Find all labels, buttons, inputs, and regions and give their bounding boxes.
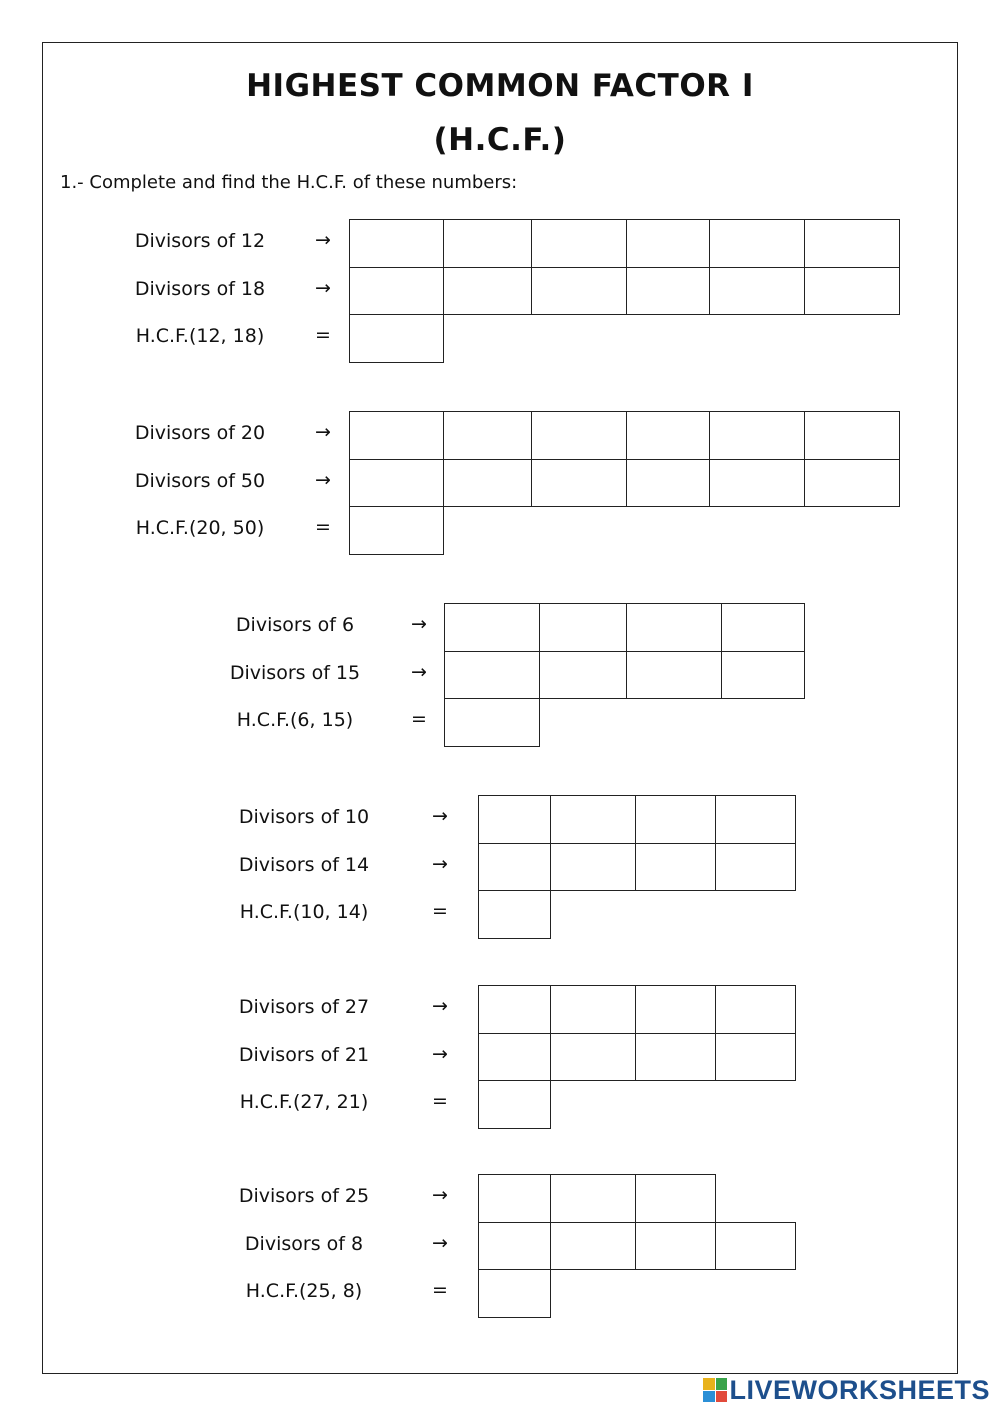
divisor-answer-box[interactable]: [478, 985, 551, 1034]
right-arrow-icon: →: [411, 613, 427, 635]
right-arrow-icon: →: [432, 805, 448, 827]
answer-input[interactable]: [479, 796, 550, 843]
right-arrow-icon: →: [315, 229, 331, 251]
divisors-label: Divisors of 50: [134, 469, 266, 492]
hcf-label: H.C.F.(20, 50): [135, 517, 265, 539]
answer-input[interactable]: [350, 268, 443, 315]
answer-input[interactable]: [551, 1034, 635, 1081]
divisor-answer-box[interactable]: [804, 459, 900, 508]
divisor-answer-box[interactable]: [349, 219, 444, 268]
divisor-answer-box[interactable]: [531, 219, 627, 268]
divisor-answer-box[interactable]: [709, 219, 805, 268]
divisor-answer-box[interactable]: [635, 1033, 716, 1082]
divisor-answer-box[interactable]: [709, 459, 805, 508]
divisor-answer-box[interactable]: [444, 651, 540, 700]
divisor-answer-box[interactable]: [804, 267, 900, 316]
answer-input[interactable]: [636, 796, 715, 843]
answer-input[interactable]: [805, 460, 899, 507]
answer-input[interactable]: [636, 1175, 715, 1222]
divisor-answer-box[interactable]: [626, 219, 710, 268]
equals-sign: =: [432, 1090, 448, 1112]
hcf-answer-box[interactable]: [478, 1080, 551, 1129]
divisor-answer-box[interactable]: [635, 843, 716, 892]
divisor-answer-box[interactable]: [478, 795, 551, 844]
answer-input[interactable]: [479, 1175, 550, 1222]
answer-input[interactable]: [716, 986, 795, 1033]
divisors-label: Divisors of 6: [235, 614, 355, 636]
answer-input[interactable]: [716, 1034, 795, 1081]
answer-input[interactable]: [627, 220, 709, 267]
footer-logo: [703, 1375, 990, 1405]
divisor-answer-box[interactable]: [349, 267, 444, 316]
divisor-answer-box[interactable]: [550, 795, 636, 844]
divisor-answer-box[interactable]: [550, 1033, 636, 1082]
divisor-answer-box[interactable]: [635, 1222, 716, 1271]
divisors-label: Divisors of 10: [238, 806, 370, 828]
divisor-answer-box[interactable]: [443, 219, 532, 268]
answer-input[interactable]: [350, 507, 443, 554]
answer-input[interactable]: [636, 986, 715, 1033]
answer-input[interactable]: [445, 652, 539, 699]
divisor-answer-box[interactable]: [715, 985, 796, 1034]
instruction-text: 1.- Complete and find the H.C.F. of these numbers:: [60, 172, 518, 193]
divisor-answer-box[interactable]: [626, 411, 710, 460]
hcf-answer-box[interactable]: [478, 890, 551, 939]
answer-input[interactable]: [479, 891, 550, 938]
answer-input[interactable]: [551, 1223, 635, 1270]
divisor-answer-box[interactable]: [626, 267, 710, 316]
hcf-answer-box[interactable]: [349, 506, 444, 555]
answer-input[interactable]: [710, 268, 804, 315]
answer-input[interactable]: [532, 220, 626, 267]
divisor-answer-box[interactable]: [715, 843, 796, 892]
answer-input[interactable]: [444, 268, 531, 315]
hcf-label: H.C.F.(12, 18): [135, 325, 265, 347]
divisor-answer-box[interactable]: [478, 1033, 551, 1082]
divisor-answer-box[interactable]: [478, 1174, 551, 1223]
answer-input[interactable]: [350, 460, 443, 507]
answer-input[interactable]: [551, 1175, 635, 1222]
right-arrow-icon: →: [432, 1042, 448, 1065]
divisor-answer-box[interactable]: [626, 603, 722, 652]
answer-input[interactable]: [532, 268, 626, 315]
answer-input[interactable]: [479, 1223, 550, 1270]
answer-input[interactable]: [551, 844, 635, 891]
divisor-answer-box[interactable]: [550, 843, 636, 892]
divisor-answer-box[interactable]: [721, 651, 805, 700]
divisors-label: Divisors of 25: [238, 1185, 370, 1207]
right-arrow-icon: →: [411, 660, 427, 683]
answer-input[interactable]: [636, 844, 715, 891]
answer-input[interactable]: [444, 220, 531, 267]
divisor-answer-box[interactable]: [715, 795, 796, 844]
divisor-answer-box[interactable]: [709, 267, 805, 316]
divisor-answer-box[interactable]: [539, 651, 627, 700]
answer-input[interactable]: [716, 1223, 795, 1270]
divisors-label: Divisors of 15: [229, 661, 361, 684]
answer-input[interactable]: [350, 412, 443, 459]
answer-input[interactable]: [627, 412, 709, 459]
divisor-answer-box[interactable]: [478, 843, 551, 892]
answer-input[interactable]: [722, 604, 804, 651]
right-arrow-icon: →: [432, 1184, 448, 1206]
answer-input[interactable]: [444, 412, 531, 459]
equals-sign: =: [411, 708, 427, 730]
divisors-label: Divisors of 18: [134, 277, 266, 300]
answer-input[interactable]: [710, 460, 804, 507]
answer-input[interactable]: [716, 796, 795, 843]
answer-input[interactable]: [627, 604, 721, 651]
divisor-answer-box[interactable]: [715, 1033, 796, 1082]
divisor-answer-box[interactable]: [550, 985, 636, 1034]
equals-sign: =: [432, 900, 448, 922]
answer-input[interactable]: [551, 986, 635, 1033]
answer-input[interactable]: [716, 844, 795, 891]
equals-sign: =: [432, 1279, 448, 1301]
hcf-label: H.C.F.(25, 8): [245, 1280, 363, 1302]
answer-input[interactable]: [479, 844, 550, 891]
divisors-label: Divisors of 12: [134, 230, 266, 252]
hcf-label: H.C.F.(6, 15): [236, 709, 354, 731]
brand-name: LIVEWORKSHEETS: [729, 1374, 990, 1405]
answer-input[interactable]: [636, 1223, 715, 1270]
answer-input[interactable]: [551, 796, 635, 843]
page-subtitle: (H.C.F.): [433, 122, 567, 158]
answer-input[interactable]: [805, 268, 899, 315]
right-arrow-icon: →: [432, 1231, 448, 1254]
divisor-answer-box[interactable]: [349, 411, 444, 460]
equals-sign: =: [315, 324, 331, 346]
answer-input[interactable]: [532, 412, 626, 459]
answer-input[interactable]: [805, 412, 899, 459]
answer-input[interactable]: [479, 1270, 550, 1317]
divisor-answer-box[interactable]: [349, 459, 444, 508]
answer-input[interactable]: [350, 315, 443, 362]
answer-input[interactable]: [444, 460, 531, 507]
divisor-answer-box[interactable]: [443, 267, 532, 316]
page-title: HIGHEST COMMON FACTOR I: [246, 68, 754, 104]
hcf-label: H.C.F.(10, 14): [239, 901, 369, 923]
hcf-answer-box[interactable]: [349, 314, 444, 363]
answer-input[interactable]: [805, 220, 899, 267]
hcf-label: H.C.F.(27, 21): [239, 1091, 369, 1113]
liveworksheets-logo-icon: [703, 1378, 727, 1402]
divisor-answer-box[interactable]: [531, 411, 627, 460]
divisors-label: Divisors of 20: [134, 422, 266, 444]
divisor-answer-box[interactable]: [478, 1222, 551, 1271]
answer-input[interactable]: [636, 1034, 715, 1081]
answer-input[interactable]: [540, 652, 626, 699]
hcf-answer-box[interactable]: [478, 1269, 551, 1318]
answer-input[interactable]: [532, 460, 626, 507]
answer-input[interactable]: [710, 220, 804, 267]
divisor-answer-box[interactable]: [531, 267, 627, 316]
answer-input[interactable]: [479, 1081, 550, 1128]
divisor-answer-box[interactable]: [709, 411, 805, 460]
equals-sign: =: [315, 516, 331, 538]
divisor-answer-box[interactable]: [444, 603, 540, 652]
right-arrow-icon: →: [432, 995, 448, 1017]
divisor-answer-box[interactable]: [443, 459, 532, 508]
answer-input[interactable]: [710, 412, 804, 459]
divisor-answer-box[interactable]: [635, 1174, 716, 1223]
divisor-answer-box[interactable]: [539, 603, 627, 652]
divisor-answer-box[interactable]: [550, 1174, 636, 1223]
divisor-answer-box[interactable]: [550, 1222, 636, 1271]
right-arrow-icon: →: [432, 852, 448, 875]
divisors-label: Divisors of 14: [238, 853, 370, 876]
divisors-label: Divisors of 8: [244, 1232, 364, 1255]
divisors-label: Divisors of 21: [238, 1043, 370, 1066]
divisor-answer-box[interactable]: [635, 795, 716, 844]
answer-input[interactable]: [722, 652, 804, 699]
divisor-answer-box[interactable]: [721, 603, 805, 652]
divisor-answer-box[interactable]: [443, 411, 532, 460]
right-arrow-icon: →: [315, 421, 331, 443]
hcf-answer-box[interactable]: [444, 698, 540, 747]
answer-input[interactable]: [479, 986, 550, 1033]
answer-input[interactable]: [540, 604, 626, 651]
answer-input[interactable]: [445, 699, 539, 746]
answer-input[interactable]: [445, 604, 539, 651]
divisor-answer-box[interactable]: [715, 1222, 796, 1271]
divisor-answer-box[interactable]: [804, 411, 900, 460]
divisor-answer-box[interactable]: [531, 459, 627, 508]
right-arrow-icon: →: [315, 276, 331, 299]
divisors-label: Divisors of 27: [238, 996, 370, 1018]
divisor-answer-box[interactable]: [626, 651, 722, 700]
answer-input[interactable]: [479, 1034, 550, 1081]
divisor-answer-box[interactable]: [626, 459, 710, 508]
answer-input[interactable]: [627, 460, 709, 507]
right-arrow-icon: →: [315, 468, 331, 491]
divisor-answer-box[interactable]: [804, 219, 900, 268]
answer-input[interactable]: [627, 268, 709, 315]
divisor-answer-box[interactable]: [635, 985, 716, 1034]
answer-input[interactable]: [350, 220, 443, 267]
answer-input[interactable]: [627, 652, 721, 699]
